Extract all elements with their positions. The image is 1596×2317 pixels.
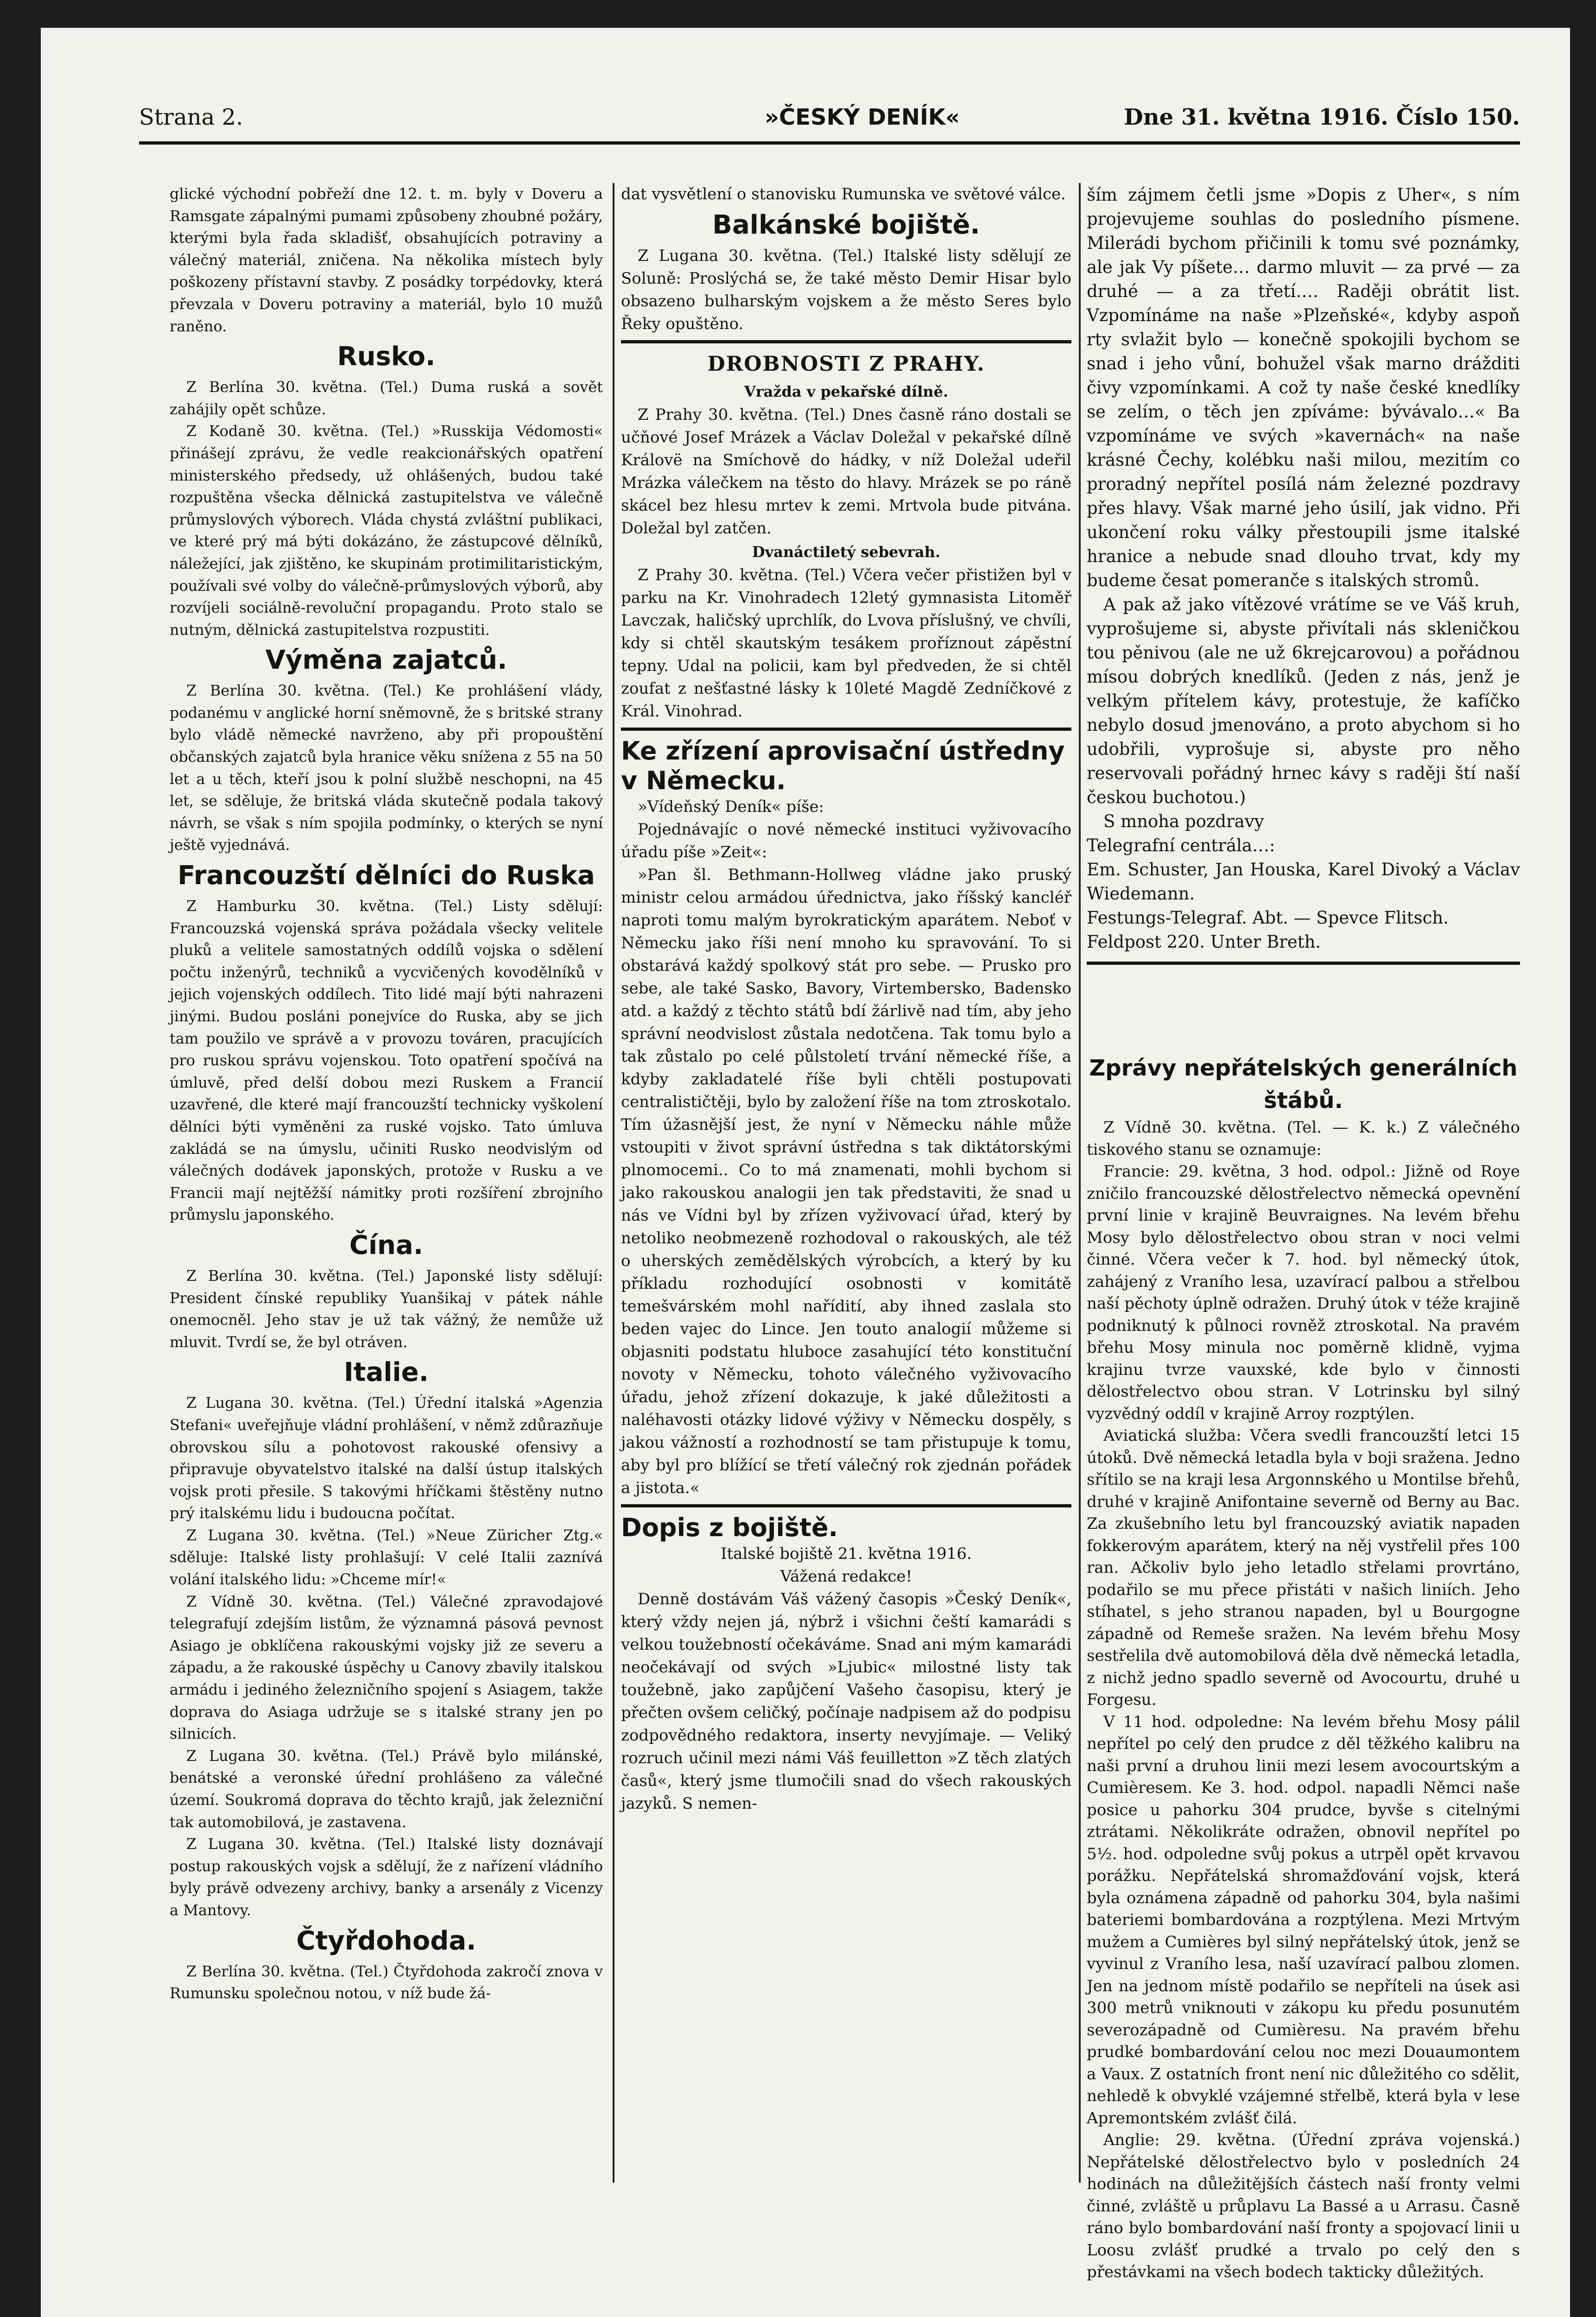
letter-text: Denně dostávám Váš vážený časopis »Český Deník«, který vždy nejen já, nýbrž i všichni čeští kamarádi s velkou toužebností očekáváme. Snad ani mým kamarádi neočekávají od svých »Ljubic« milostné listy tak toužebně, jako zapůjčení Vašeho časopisu, který je přečten ovšem celičký, počínaje nadpisem až do podpisu zodpovědného redaktora, inserty nevyjímaje. — Veliký rozruch učinil mezi námi Váš feuilletton »Z těch zlatých časů«, který jsme tlumočili snad do všech rakouských jazyků. S nemen-: [621, 1590, 1071, 1813]
section-heading-dopis: Dopis z bojiště.: [621, 1513, 838, 1542]
letter-signature: Festungs-Telegraf. Abt. — Spevce Flitsch.: [1087, 908, 1449, 928]
section-rule: [621, 1504, 1071, 1507]
article-text: glické východní pobřeží dne 12. t. m. byly v Doveru a Ramsgate zápalnými pumami způsobeny zhoubné požáry, kterými byla řada skladišť, obsahujících potraviny a válečný materiál, zničena. Na několika místech byly poškozeny přístavní stavby. Z posádky torpédovky, která převzala v Doveru potraviny a materiál, bylo 10 mužů raněno.: [170, 185, 603, 335]
article-text: dat vysvětlení o stanovisku Rumunska ve světové válce.: [621, 185, 1066, 203]
section-heading-cina: Čína.: [349, 1230, 424, 1260]
letter-signature: Em. Schuster, Jan Houska, Karel Divoký a Václav Wiedemann.: [1087, 860, 1520, 904]
article-text: Aviatická služba: Včera svedli francouzští letci 15 útoků. Dvě německá letadla byla v boji sražena. Jedno sřítilo se na kraji lesa Argonnského u Montilse břehů, druhé v krajině Anifontaine severně od Berny au Bac. Za zkušebního letu byl francouzský aviatik napaden fokkerovým aparátem, který na něj vystřelil přes 100 ran. Ačkoliv bylo jeho letadlo střelami provrtáno, podařilo se mu přece přistáti v našich liniích. Jeho stíhatel, s jeho stranou napaden, byl u Bourgogne západně od Remeše sražen. Na levém břehu Mosy sestřelila dvě automobilová děla dvě německá letadla, z nichž jedno spadlo severně od Avocourtu, druhé u Forgesu.: [1087, 1426, 1520, 1709]
column-3: [1087, 183, 1520, 970]
article-text: »Vídeňský Deník« píše:: [638, 798, 824, 816]
section-heading-francouzsti: Francouzští dělníci do Ruska: [177, 861, 595, 891]
section-heading-rusko: Rusko.: [337, 342, 436, 372]
section-heading-italie: Italie.: [343, 1357, 429, 1388]
subheading-vrazda: Vražda v pekařské dílně.: [744, 383, 949, 400]
column-divider: [613, 183, 614, 2183]
article-text: Z Lugana 30. května. (Tel.) Italské listy doznávají postup rakouských vojsk a sdělují, že z nařízení vládního byly právě odvezeny archivy, banky a arsenály z Vicenzy a Mantovy.: [170, 1835, 603, 1919]
article-text: Z Berlína 30. května. (Tel.) Čtyřdohoda zakročí znova v Rumunsku společnou notou, v níž bude žá-: [170, 1962, 603, 2002]
section-heading-zrizeni: Ke zřízení aprovisační ústředny v Německu.: [621, 736, 1065, 795]
column-1: [170, 183, 603, 2005]
letter-signature: Feldpost 220. Unter Breth.: [1087, 932, 1321, 952]
column-divider: [1079, 183, 1081, 2183]
article-text: Z Hamburku 30. května. (Tel.) Listy sdělují: Francouzská vojenská správa požádala všecky velitele pluků a velitele samostatných oddílů vojska o sdělení počtu inženýrů, techniků a vycvičených kovodělníků v jejich vojenských oddílech. Tito lidé mají býti nahrazeni jinými. Budou posláni ponejvíce do Ruska, aby se jich tam použilo ve správě a v provozu továren, pracujících pro ruskou správu vojenskou. Toto opatření spočívá na úmluvě, před delší dobou mezi Ruskem a Francií uzavřené, dle které mají francouzští technicky vyškolení dělníci býti vyměněni za ruské vojsko. Tato úmluva zakládá se na úmyslu, učiniti Rusko neodvislým od válečných dodávek japonských, protože v Rusku a ve Francii mají nejtěžší námitky proti rozšíření zbrojního průmyslu japonského.: [170, 897, 603, 1224]
page-number: Strana 2.: [139, 104, 243, 130]
article-text: Z Berlína 30. května. (Tel.) Japonské listy sdělují: President čínské republiky Yuanšikaj v pátek náhle onemocněl. Jeho stav je už tak vážný, že nemůže už mluvit. Tvrdí se, že byl otráven.: [170, 1266, 603, 1351]
article-text: Z Berlína 30. května. (Tel.) Ke prohlášení vlády, podanému v anglické horní sněmovně, že s britské strany bylo vládě německé navrženo, aby při propouštění občanských zajatců byla hranice věku snížena z 55 na 50 let a u těch, kteří jsou k polní službě neschopni, na 45 let, se sděluje, že britská vláda skutečně podala takový návrh, se však s ním spojila podmínky, o kterých se nyní ještě vyjednává.: [170, 682, 603, 854]
article-text: V 11 hod. odpoledne: Na levém břehu Mosy pálil nepřítel po celý den prudce z děl těžkého kalibru na naši první a druhou linii mezi lesem avocourtským a Cumièresem. Ke 3. hod. odpol. napadli Němci naše posice u pahorku 304 prudce, byvše s citelnými ztrátami. Několikráte odražen, obnovil nepřítel po 5½. hod. odpoledne svůj pokus a utrpěl opět krvavou porážku. Nepřátelská shromažďování vojsk, která byla oznámena západně od pahorku 304, byla našimi bateriemi bombardována a rozptýlena. Mezi Mrtvým mužem a Cumières byl silný nepřátelský útok, jenž se vyvinul z Vraního lesa, naší uzavírací palbou zlomen. Jen na jednom místě podařilo se nepříteli na úsek asi 300 metrů vniknouti v zákopu ku předu posunutém severozápadně od Cumièresu. Na pravém břehu prudké bombardování celou noc mezi Douaumontem a Vaux. Z ostatních front není nic důležitého co sdělit, nehledě k obvyklé vzájemné střelbě, která byla v lese Apremontském zvlášť čilá.: [1087, 1712, 1520, 2127]
letter-salutation: Vážená redakce!: [780, 1567, 912, 1586]
article-text: Z Lugana 30. května. (Tel.) Právě bylo milánské, benátské a veronské úřední prohlášeno za válečné území. Soukromá doprava do těchto krajů, jak železniční tak automobilová, je zastavena.: [170, 1747, 603, 1831]
date-issue: Dne 31. května 1916. Číslo 150.: [1124, 104, 1520, 130]
article-text: Z Lugana 30. května. (Tel.) Úřední italská »Agenzia Stefani« uveřejňuje vládní prohlášení, v němž zdůrazňuje obrovskou sílu a pohotovost rakouské ofensivy a připravuje obyvatelstvo italské na další ústup italských vojsk proti přesile. S takovými hříčkami štěstěny nutno prý italskému lidu i budoucna počítat.: [170, 1394, 603, 1522]
article-text: Z Vídně 30. května. (Tel.) Válečné zpravodajové telegrafují zdejším listům, že významná pásová pevnost Asiago je obklíčena rakouskými vojsky již ze severu a západu, a že rakouské úspěchy u Canovy zbavily italskou armádu i jediného železničního spojení s Asiagem, takže doprava do Asiaga udržuje se s italské strany jen po silnicích.: [170, 1592, 603, 1743]
subheading-sebevrah: Dvanáctiletý sebevrah.: [752, 543, 941, 561]
section-heading-ctyrdohoda: Čtyřdohoda.: [296, 1925, 476, 1956]
section-rule: [1087, 962, 1520, 965]
column-2: [621, 183, 1071, 1815]
section-heading-zpravy: Zprávy nepřátelských generálních štábů.: [1089, 1055, 1518, 1114]
article-text: Z Prahy 30. května. (Tel.) Včera večer přistižen byl v parku na Kr. Vinohradech 12letý gymnasista Litoměř Lavczak, haličský uprchlík, do Lvova příslušný, ve chvíli, kdy si chtěl skautským tesákem proříznout zápěstní tepny. Udal na policii, kam byl předveden, že si chtěl zoufat z nešťastné lásky k 10leté Magdě Zedníčkové z Král. Vinohrad.: [621, 566, 1071, 721]
article-text: Z Vídně 30. května. (Tel. — K. k.) Z válečného tiskového stanu se oznamuje:: [1087, 1118, 1520, 1159]
letter-signature: Telegrafní centrála…:: [1087, 836, 1275, 855]
letter-place-date: Italské bojiště 21. května 1916.: [721, 1545, 972, 1563]
section-heading-vymena: Výměna zajatců.: [265, 645, 507, 676]
section-heading-drobnosti: DROBNOSTI Z PRAHY.: [707, 352, 985, 376]
masthead: »ČESKÝ DENÍK«: [765, 104, 960, 130]
letter-closing: S mnoha pozdravy: [1103, 811, 1264, 831]
article-text: Z Prahy 30. května. (Tel.) Dnes časně ráno dostali se učňové Josef Mrázek a Václav Doležal v pekařské dílně Královë na Smíchově do hádky, v níž Doležal udeřil Mrázka válečkem na těsto do hlavy. Mrázek se po ráně skácel bez hlesu mrtev k zemi. Mrtvola bude pitvána. Doležal byl zatčen.: [621, 405, 1071, 538]
article-text: Francie: 29. května, 3 hod. odpol.: Jižně od Roye zničilo francouzské dělostřelectvo německá opevnění první linie v krajině Beuvraignes. Na levém břehu Mosy bylo dělostřelectvo obou stran v noci velmi činné. Včera večer k 7. hod. byl německý útok, zahájený z Vraního lesa, uzavírací palbou a střelbou naší pěchoty úplně odražen. Druhý útok v téže krajině podniknutý k půlnoci rovněž ztroskotal. Na pravém břehu Mosy minula noc poměrně klidně, vyjma krajinu tvrze vauxské, kde bylo v činnosti dělostřelectvo obou stran. V Lotrinsku byl silný vyzvědný oddíl v krajině Arroy rozptýlen.: [1087, 1162, 1520, 1423]
section-rule: [621, 340, 1071, 343]
article-text: »Pan šl. Bethmann-Hollweg vládne jako pruský ministr celou armádou úřednictva, jako říšský kancléř naproti tomu malým byrokratickým aparátem. Neboť v Německu jako říši není mnoho ku spravování. To si obstarává každý spolkový stát pro sebe. — Prusko pro sebe, ale také Sasko, Bavory, Virtembersko, Badensko atd. a každý z těchto států bdí žárlivě nad tím, aby jeho správní neodvislost zůstala nedotčena. Tak tomu bylo a tak zůstalo po celé půlstoletí trvání německé říše, a kdyby zakladatelé říše byli chtěli postupovati centralističtěji, bylo by založení říše na tom ztroskotalo. Tím úžasnější jest, že nyní v Německu náhle může vstoupiti v život správní ústředna s tak diktátorskými plnomocemi.. Co to má znamenati, mohli bychom si jako rakouskou analogii jen tak představiti, že snad u nás ve Vídni byl by zřízen vyživovací úřad, který by netoliko neobmezeně rozhodoval o rakouských, ale též o uherských zemědělských výrobcích, a který by ku příkladu rozhodující osobnosti v komitátě temešvárském mohl nařídití, aby ihned zaslala sto beden vajec do Lince. Jen touto analogií můžeme si objasniti podstatu hluboce zasahující této konstituční novoty v Německu, tohoto válečného vyživovacího úřadu, jehož zřízení dokazuje, k jaké důležitosti a naléhavosti otázky lidové výživy v Německu dospěly, s jakou vážností a rozhodností se tam přistupuje k tomu, aby byl pro blížící se třetí válečný rok zjednán pořádek a jistota.«: [621, 866, 1071, 1497]
article-text: Anglie: 29. května. (Úřední zpráva vojenská.) Nepřátelské dělostřelectvo bylo v posledních 24 hodinách na důležitějších částech naší fronty velmi činné, zvláště u průplavu La Bassé a u Arrasu. Časně ráno bylo bombardování naší fronty a spojovací linii u Loosu zvlášť prudké a trvalo po celý den s přestávkami na všech bodech takticky důležitých.: [1087, 2131, 1520, 2281]
column-3-lower: [1087, 1052, 1520, 2284]
letter-text: A pak až jako vítězové vrátíme se ve Váš kruh, vyprošujeme si, abyste přivítali nás skleničkou tou pěnivou (ale ne už 6krejcarovou) a pořádnou mísou dobrých knedlíků. (Jeden z nás, jenž je velkým přítelem kávy, protestuje, že kafíčko nebylo dosud jmenováno, a proto abychom si ho udobřili, vyprošuje si, abyste pro něho reservovali pořádný hrnec kávy s raději ští naší českou buchotou.): [1087, 595, 1520, 807]
letter-text: ším zájmem četli jsme »Dopis z Uher«, s ním projevujeme souhlas do posledního písmene. Milerádi bychom přičinili k tomu své poznámky, ale jak Vy píšete… darmo mluvit — za prvé — za druhé — a za třetí…. Raději obrátit list. Vzpomínáme na naše »Plzeňské«, kdyby aspoň rty svlažit bylo — konečně spokojili bychom se snad i jeho vůní, bohužel však marno drážditi čivy vzpomínkami. A což ty naše české knedlíky se zelím, o těch jen zpíváme: bývávalo…« Ba vzpomínáme ve svých »kavernách« na naše krásné Čechy, kolébku naši milou, mezitím co proradný nepřítel posílá nám železné pozdravy přes hlavy. Však marné jeho úsilí, jak vidno. Při ukončení roku války přestoupili jsme italské hranice a nebude snad dlouho trvat, kdy my budeme česat pomeranče s italských stromů.: [1087, 185, 1520, 590]
article-text: Z Lugana 30. května. (Tel.) Italské listy sdělují ze Soluně: Proslýchá se, že také město Demir Hisar bylo obsazeno bulharským vojskem a že město Seres bylo Řeky opuštěno.: [621, 247, 1071, 333]
page-header: [139, 104, 1520, 137]
article-text: Pojednávajíc o nové německé instituci vyživovacího úřadu píše »Zeit«:: [621, 820, 1071, 861]
article-text: Z Kodaně 30. května. (Tel.) »Russkija Védomosti« přinášejí zprávu, že vedle reakcionářských opatření ministerského předsedy, už ohlášených, budou také rozpuštěna všecka dělnická zastupitelstva ve válečně průmyslových výborech. Vláda chystá zvláštní publikaci, ve které prý má býti dokázáno, že zástupcové dělníků, náležející, jak zjištěno, ke skupinám protimilitaristickým, používali své volby do válečně-průmyslových výborů, aby rozvíjeli sociálně-revoluční propagandu. Proto stalo se nutným, dělnická zastupitelstva rozpustiti.: [170, 422, 603, 639]
article-text: Z Berlína 30. května. (Tel.) Duma ruská a sovět zahájily opět schůze.: [170, 378, 603, 418]
section-rule: [621, 728, 1071, 731]
section-heading-balkan: Balkánské bojiště.: [712, 210, 980, 240]
article-text: Z Lugana 30. května. (Tel.) »Neue Züricher Ztg.« sděluje: Italské listy prohlašují: V celé Italii zaznívá volání italského lidu: »Chceme mír!«: [170, 1526, 603, 1589]
header-rule: [139, 141, 1520, 145]
